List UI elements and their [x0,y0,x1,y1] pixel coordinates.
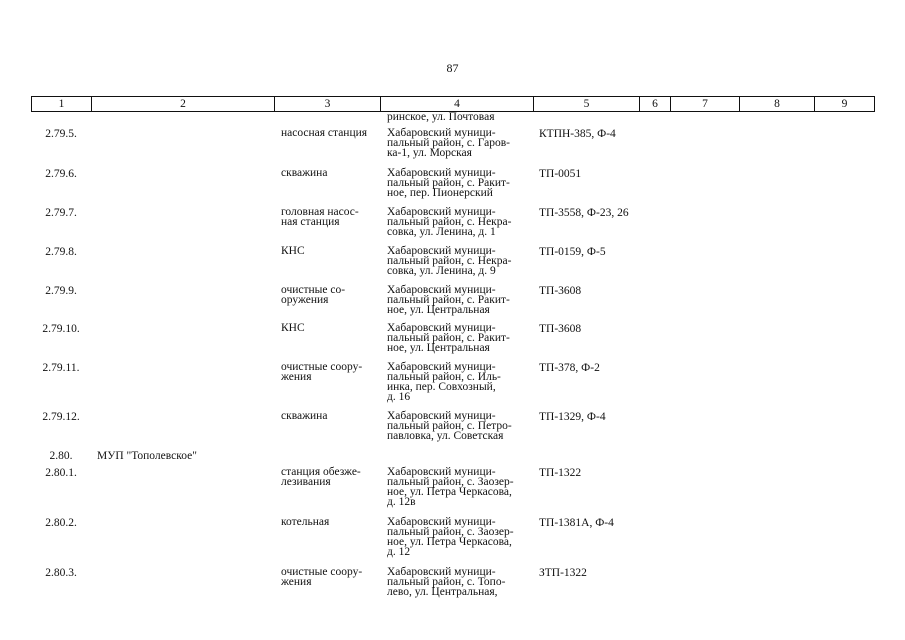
substation-id: ТП-3608 [539,285,582,297]
header-cell-4: 4 [381,97,534,111]
object-address-line: пальный район, с. Ракит- [387,332,510,344]
object-address-line: ка-1, ул. Морская [387,147,472,159]
object-name-line: КНС [281,322,305,334]
object-address-line: ное, ул. Центральная [387,342,490,354]
header-cell-7: 7 [671,97,740,111]
substation-id: ЗТП-1322 [539,567,587,579]
row-number: 2.80.1. [45,467,77,479]
header-cell-3: 3 [275,97,381,111]
object-name [281,517,329,527]
object-address-line: пальный район, с. Некра- [387,255,512,267]
substation-id: ТП-378, Ф-2 [539,362,600,374]
object-address-line: лево, ул. Центральная, [387,586,498,598]
object-address-line: пальный район, с. Ракит- [387,177,510,189]
object-name [281,411,327,421]
object-name [281,362,362,382]
object-name [281,567,362,587]
object-name-line: очистные соору- [281,361,363,373]
header-cell-9: 9 [841,98,848,110]
header-cell-1: 1 [32,97,92,111]
object-name [281,285,345,305]
object-address-line: инка, пер. Совхозный, [387,381,496,393]
object-address [387,168,510,198]
object-address-line: пальный район, с. Топо- [387,576,506,588]
header-cell-5: 5 [534,97,640,111]
object-name-line: жения [281,371,312,383]
header-cell-8: 8 [740,97,815,111]
row-number: 2.79.9. [45,285,77,297]
object-name [281,168,327,178]
row-number: 2.79.8. [45,246,77,258]
object-name-line: скважина [281,410,328,422]
object-name-line: оружения [281,294,329,306]
object-name-line: головная насос- [281,206,359,218]
row-number: 2.79.10. [42,323,80,335]
object-address [387,362,501,402]
object-name-line: лезивания [281,476,331,488]
object-address [387,207,511,237]
object-address-line: д. 16 [387,391,411,403]
object-name-line: ная станция [281,216,340,228]
row-number: 2.80.3. [45,567,77,579]
object-address-line: д. 12в [387,496,416,508]
object-name [281,246,305,256]
object-address-line: пальный район, с. Гаров- [387,137,510,149]
object-address-line: пальный район, с. Некра- [387,216,512,228]
substation-id: ТП-3608 [539,323,582,335]
substation-id: ТП-0159, Ф-5 [539,246,606,258]
object-address-line: Хабаровский муници- [387,466,496,478]
row-number: 2.79.12. [42,411,80,423]
object-name-line: насосная станция [281,127,368,139]
object-address-line: ное, ул. Петра Черкасова, [387,486,512,498]
object-name-line: очистные со- [281,284,346,296]
substation-id: ТП-3558, Ф-23, 26 [539,207,629,219]
object-address-line: Хабаровский муници- [387,245,496,257]
row-number: 2.80.2. [45,517,77,529]
object-address [387,285,510,315]
substation-id: ТП-1329, Ф-4 [539,411,606,423]
object-address-line: павловка, ул. Советская [387,430,504,442]
object-address [387,411,512,441]
object-address-line: ное, ул. Петра Черкасова, [387,536,512,548]
organization-name: МУП "Тополевское" [97,450,197,462]
object-name-line: КНС [281,245,305,257]
object-address [387,323,510,353]
object-address-line: Хабаровский муници- [387,206,496,218]
object-address-line: Хабаровский муници- [387,361,496,373]
object-address-line: совка, ул. Ленина, д. 9 [387,265,496,277]
object-address-line: Хабаровский муници- [387,167,496,179]
object-address-line: Хабаровский муници- [387,516,496,528]
object-address-line: пальный район, с. Заозер- [387,476,514,488]
object-address-line: Хабаровский муници- [387,410,496,422]
object-address [387,246,511,276]
object-address-line: пальный район, с. Иль- [387,371,501,383]
row-number: 2.79.11. [42,362,80,374]
object-address-line: пальный район, с. Ракит- [387,294,510,306]
object-name [281,323,305,333]
object-name [281,207,359,227]
object-name [281,467,361,487]
substation-id: ТП-1322 [539,467,582,479]
header-cell-2: 2 [92,97,275,111]
object-address-line: Хабаровский муници- [387,322,496,334]
object-address [387,567,505,597]
object-name-line: очистные соору- [281,566,363,578]
page-number: 87 [446,61,459,75]
object-name-line: станция обезже- [281,466,361,478]
object-name-line: жения [281,576,312,588]
object-address-line: ное, ул. Центральная [387,304,490,316]
object-address-line: д. 12 [387,546,411,558]
row-number: 2.79.6. [45,168,77,180]
object-address [387,517,514,557]
object-name-line: скважина [281,167,328,179]
object-address [387,467,514,507]
object-address-line: Хабаровский муници- [387,284,496,296]
object-address-line: Хабаровский муници- [387,566,496,578]
object-name-line: котельная [281,516,330,528]
row-number: 2.80. [49,450,73,462]
substation-id: КТПН-385, Ф-4 [539,128,616,140]
substation-id: ТП-1381А, Ф-4 [539,517,614,529]
object-address-line: Хабаровский муници- [387,127,496,139]
object-name [281,128,367,138]
row-number: 2.79.5. [45,128,77,140]
object-address-line: пальный район, с. Заозер- [387,526,514,538]
object-address [387,128,510,158]
row-number: 2.79.7. [45,207,77,219]
object-address-line: совка, ул. Ленина, д. 1 [387,226,496,238]
table-header-row [31,96,875,112]
header-cell-6: 6 [640,97,671,111]
object-address-line: пальный район, с. Петро- [387,420,512,432]
continuation-line: ринское, ул. Почтовая [387,111,495,123]
substation-id: ТП-0051 [539,168,582,180]
object-address-line: ное, пер. Пионерский [387,187,493,199]
